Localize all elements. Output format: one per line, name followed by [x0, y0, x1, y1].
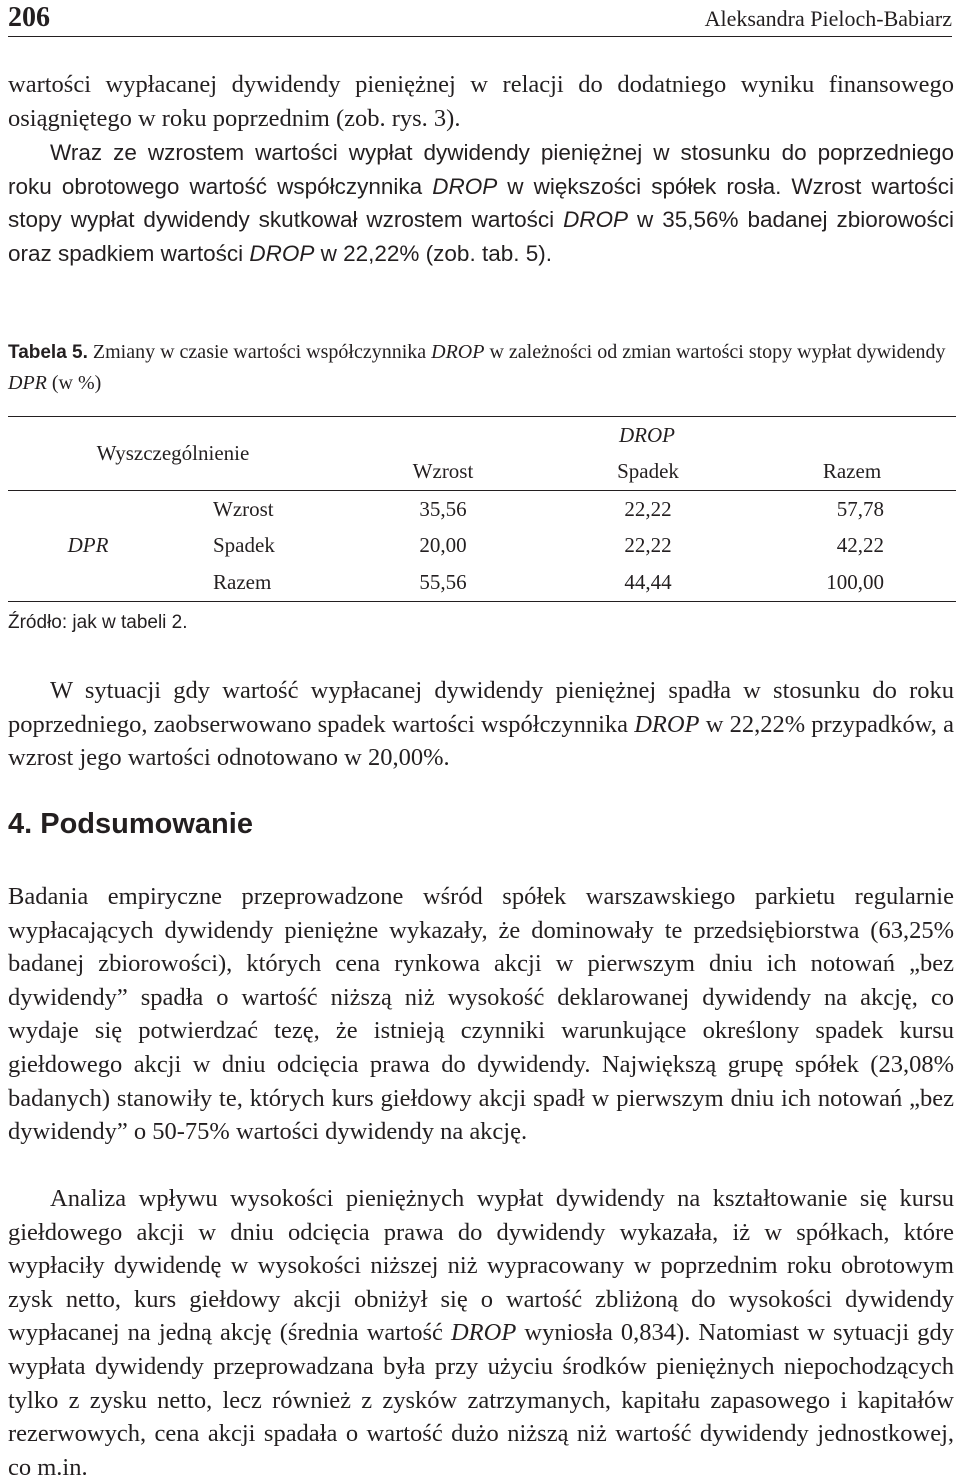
column-header: Wzrost: [412, 459, 474, 484]
paragraph-summary-1: Badania empiryczne przeprowadzone wśród spółek warszawskiego parkietu regularnie wypłacających dywidendy pieniężne wykazały, że dominowały te przedsiębiorstwa (63,25% badanej zbiorowości), których cena rynkowa akcji w pierwszym dniu ich notowań „bez dywidendy” spadła o wartość niższą niż wysokość deklarowanej dywidendy na akcję, co wydaje się potwierdzać tezę, że istnieją czynniki warunkujące określony spadek kursu giełdowego akcji w dniu odcięcia prawa do dywidendy. Największą grupę spółek (23,08% badanych) stanowiły te, których kurs giełdowy akcji spadł w pierwszym dniu ich notowań „bez dywidendy” o 50-75% wartości dywidendy na akcję.: [8, 883, 954, 1146]
term-drop: DROP: [634, 710, 700, 738]
table-cell: 44,44: [624, 569, 672, 594]
table-cell: 35,56: [419, 496, 467, 521]
term-drop: DROP: [432, 173, 498, 199]
row-label: Spadek: [213, 533, 275, 558]
table-cell: 20,00: [419, 533, 467, 558]
row-label: Razem: [213, 569, 272, 594]
column-header: Razem: [822, 459, 882, 484]
term-drop: DROP: [563, 207, 629, 233]
table-cell: 55,56: [419, 569, 467, 594]
row-group-label: DPR: [67, 533, 109, 558]
paragraph-drop-growth: Wraz ze wzrostem wartości wypłat dywidendy pieniężnej w stosunku do poprzedniego roku obrotowego wartość współczynnika DROP w większości spółek rosła. Wzrost wartości stopy wypłat dywidendy skutkował wzrostem wartości DROP w 35,56% badanej zbiorowości oraz spadkiem wartości DROP w 22,22% (zob. tab. 5).: [8, 140, 955, 266]
table-header-row: [8, 417, 956, 454]
term-drop: DROP: [249, 240, 315, 266]
table-cell: 100,00: [826, 569, 884, 594]
table-caption: Tabela 5. Zmiany w czasie wartości współczynnika DROP w zależności od zmian wartości stopy wypłat dywidendy DPR (w %): [8, 341, 946, 394]
paragraph-intro-continued: wartości wypłacanej dywidendy pieniężnej w relacji do dodatniego wyniku finansowego osiągniętego w roku poprzednim (zob. rys. 3).: [8, 71, 954, 132]
group-header: DROP: [619, 422, 675, 447]
column-header: Spadek: [617, 459, 679, 484]
running-author: Aleksandra Pieloch-Babiarz: [704, 6, 952, 31]
section-heading: 4. Podsumowanie: [8, 808, 253, 840]
table-cell: 22,22: [624, 496, 672, 521]
page-number: 206: [8, 2, 50, 33]
table-source: Źródło: jak w tabeli 2.: [8, 612, 188, 633]
table-cell: 22,22: [624, 533, 672, 558]
table-cell: 57,78: [836, 496, 884, 521]
running-header: [8, 0, 952, 37]
term-drop: DROP: [450, 1319, 517, 1347]
stub-header: Wyszczególnienie: [96, 441, 250, 465]
table-cell: 42,22: [836, 533, 884, 558]
table-row: [8, 491, 956, 528]
paragraph-summary-2: Analiza wpływu wysokości pieniężnych wypłat dywidendy na kształtowanie się kursu giełdowego akcji w dniu odcięcia prawa do dywidendy wykazała, iż w spółkach, które wypłaciły dywidendę w wysokości niższej niż wypracowany w poprzednim roku obrotowym zysk netto, kurs giełdowy akcji obniżył się o wartość zbliżoną do wysokości dywidendy wypłacanej na jedną akcję (średnia wartość DROP wyniosła 0,834). Natomiast w sytuacji gdy wypłata dywidendy przeprowadzana była przy użyciu środków pieniężnych niepochodzących tylko z zysku netto, lecz również z zysków zatrzymanych, kapitału zapasowego i kapitałów rezerwowych, cena akcji spadała o wartość dużo niższą niż wartość dywidendy jednostkowej, co m.in.: [8, 1185, 954, 1481]
row-label: Wzrost: [213, 496, 274, 521]
data-table: [8, 416, 956, 602]
table-label: Tabela 5.: [8, 342, 88, 363]
paragraph-after-table: W sytuacji gdy wartość wypłacanej dywidendy pieniężnej spadła w stosunku do roku poprzedniego, zaobserwowano spadek wartości współczynnika DROP w 22,22% przypadków, a wzrost jego wartości odnotowano w 20,00%.: [8, 677, 954, 772]
